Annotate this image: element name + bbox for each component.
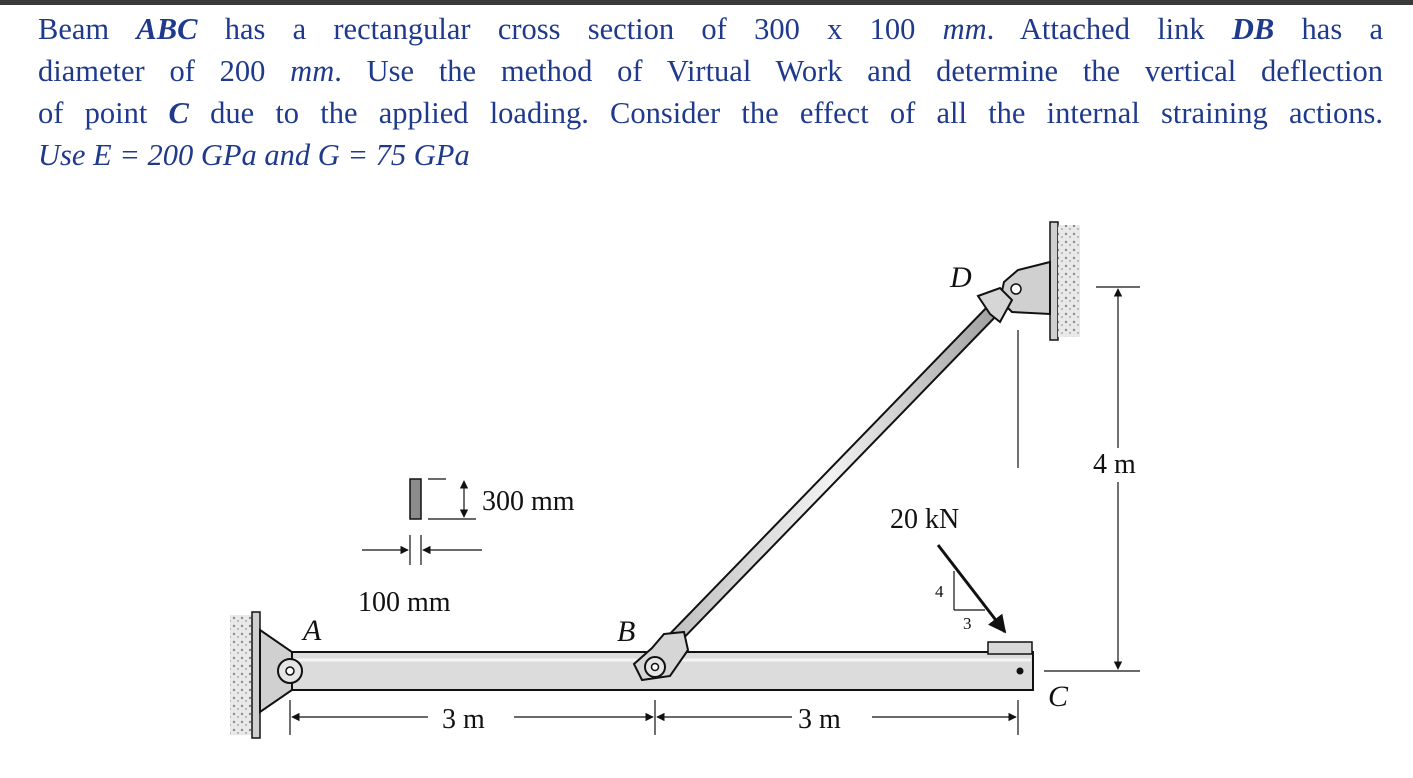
load-arrow bbox=[938, 545, 1005, 632]
link-label: DB bbox=[1231, 12, 1275, 46]
label-b: B bbox=[617, 615, 636, 648]
pin-b-inner bbox=[652, 664, 659, 671]
load-plate-c bbox=[988, 642, 1032, 654]
height-label: 4 m bbox=[1093, 449, 1136, 480]
section-rect bbox=[410, 479, 421, 519]
wall-plate-d bbox=[1050, 222, 1058, 340]
point-c-dot bbox=[1017, 668, 1024, 675]
pin-support-a bbox=[260, 630, 302, 712]
pin-d bbox=[1011, 284, 1021, 294]
text-span: . Attached link bbox=[986, 12, 1232, 46]
span-dimensions bbox=[290, 700, 1018, 735]
section-depth-label: 300 mm bbox=[482, 486, 575, 517]
unit: mm bbox=[290, 54, 335, 88]
text-span: has a bbox=[1274, 12, 1383, 46]
span-ab-label: 3 m bbox=[442, 704, 485, 735]
label-d: D bbox=[950, 261, 972, 294]
wall-support-a bbox=[230, 612, 260, 738]
text-span: has a rectangular cross section of 300 x 100 bbox=[197, 12, 943, 46]
label-c: C bbox=[1048, 680, 1069, 713]
link-db bbox=[634, 288, 1012, 680]
beam-label: ABC bbox=[136, 12, 198, 46]
text-span: of point bbox=[38, 96, 169, 130]
load-label: 20 kN bbox=[890, 504, 960, 535]
height-dimension bbox=[1018, 287, 1140, 671]
text-span: diameter of 200 bbox=[38, 54, 291, 88]
link-rod bbox=[662, 304, 1000, 650]
material-properties: Use E = 200 GPa and G = 75 GPa bbox=[38, 138, 470, 172]
unit: mm bbox=[942, 12, 987, 46]
point-label: C bbox=[168, 96, 189, 130]
text-span: . Use the method of Virtual Work and determine the vertical deflection bbox=[334, 54, 1383, 88]
wall-hatch-d bbox=[1058, 225, 1080, 337]
cross-section bbox=[358, 479, 575, 618]
wall-hatch-a bbox=[230, 615, 252, 735]
span-bc-label: 3 m bbox=[798, 704, 841, 735]
label-a: A bbox=[303, 614, 322, 647]
slope-run-label: 3 bbox=[963, 614, 972, 633]
slope-rise-label: 4 bbox=[935, 582, 944, 601]
text-span: Beam bbox=[38, 12, 137, 46]
section-width-label: 100 mm bbox=[358, 587, 451, 618]
wall-support-d bbox=[1000, 222, 1080, 340]
pin-a-inner bbox=[286, 667, 294, 675]
wall-plate-a bbox=[252, 612, 260, 738]
text-span: due to the applied loading. Consider the effect of all the internal straining actions. bbox=[188, 96, 1383, 130]
applied-load bbox=[890, 504, 1005, 633]
